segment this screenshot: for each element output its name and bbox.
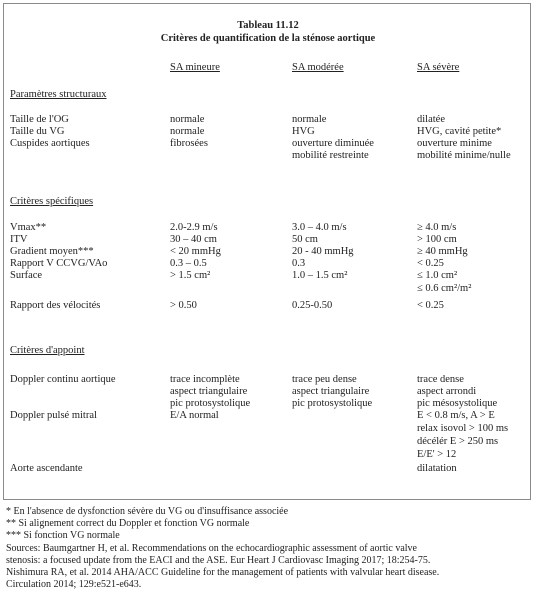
cell-moderate: trace peu dense [292, 374, 357, 385]
cell-mild: normale [170, 126, 205, 137]
cell-moderate: 1.0 – 1.5 cm² [292, 270, 348, 281]
cell-mild: aspect triangulaire [170, 386, 248, 397]
cell-severe: > 100 cm [417, 234, 457, 245]
section-heading-specific: Critères spécifiques [10, 196, 94, 207]
cell-severe: ≤ 1.0 cm² [417, 270, 458, 281]
cell-severe: HVG, cavité petite* [417, 126, 502, 137]
cell-severe: E/E' > 12 [417, 449, 457, 460]
row-label: Rapport des vélocités [10, 300, 101, 311]
cell-severe: ouverture minime [417, 138, 492, 149]
row-label: Doppler continu aortique [10, 374, 116, 385]
cell-mild: pic protosystolique [170, 398, 251, 409]
row-label: Taille du VG [10, 126, 65, 137]
cell-moderate: 0.3 [292, 258, 306, 269]
row-label: Vmax** [10, 222, 47, 233]
row-label: Aorte ascendante [10, 463, 83, 474]
cell-mild: < 20 mmHg [170, 246, 221, 257]
cell-moderate: aspect triangulaire [292, 386, 370, 397]
source-line: stenosis: a focused update from the EACI and the ASE. Eur Heart J Cardiovasc Imaging 2017; 18:254-75. [6, 555, 431, 566]
cell-severe: trace dense [417, 374, 464, 385]
col-header-severe: SA sévère [417, 62, 460, 73]
cell-mild: E/A normal [170, 410, 219, 421]
cell-moderate: mobilité restreinte [292, 150, 369, 161]
col-header-moderate: SA modérée [292, 62, 344, 73]
row-label: Surface [10, 270, 43, 281]
cell-moderate: pic protosystolique [292, 398, 373, 409]
cell-severe: < 0.25 [417, 258, 444, 269]
cell-mild: 30 – 40 cm [170, 234, 217, 245]
section-heading-support: Critères d'appoint [10, 345, 85, 356]
source-line: Circulation 2014; 129:e521-e643. [6, 579, 142, 590]
section-heading-structural: Paramètres structuraux [10, 89, 107, 100]
row-label: Taille de l'OG [10, 114, 69, 125]
table-title: Tableau 11.12 [237, 20, 299, 31]
footnote: ** Si alignement correct du Doppler et fonction VG normale [6, 518, 250, 529]
table-subtitle: Critères de quantification de la sténose aortique [160, 33, 376, 44]
row-label: ITV [10, 234, 28, 245]
col-header-mild: SA mineure [170, 62, 220, 73]
cell-mild: 0.3 – 0.5 [170, 258, 207, 269]
cell-moderate: 50 cm [292, 234, 318, 245]
cell-severe: aspect arrondi [417, 386, 477, 397]
cell-mild: 2.0-2.9 m/s [170, 222, 218, 233]
cell-moderate: normale [292, 114, 327, 125]
cell-mild: > 1.5 cm² [170, 270, 211, 281]
source-line: Nishimura RA, et al. 2014 AHA/ACC Guideline for the management of patients with valvular heart disease. [6, 567, 440, 578]
footnote: *** Si fonction VG normale [6, 530, 120, 541]
cell-moderate: 3.0 – 4.0 m/s [292, 222, 347, 233]
row-label: Rapport V CCVG/VAo [10, 258, 108, 269]
footnote: * En l'absence de dysfonction sévère du VG ou d'insuffisance associée [6, 506, 289, 517]
source-line: Sources: Baumgartner H, et al. Recommendations on the echocardiographic assessment of aortic valve [6, 543, 417, 554]
cell-mild: trace incomplète [170, 374, 240, 385]
cell-moderate: HVG [292, 126, 315, 137]
cell-severe: E < 0.8 m/s, A > E [417, 410, 495, 421]
cell-mild: normale [170, 114, 205, 125]
row-label: Cuspides aortiques [10, 138, 90, 149]
cell-severe: relax isovol > 100 ms [417, 423, 509, 434]
cell-moderate: 20 - 40 mmHg [292, 246, 354, 257]
cell-severe: ≥ 40 mmHg [417, 246, 468, 257]
cell-severe: < 0.25 [417, 300, 444, 311]
cell-severe: décélér E > 250 ms [417, 436, 499, 447]
cell-severe: ≤ 0.6 cm²/m² [417, 283, 472, 294]
cell-mild: fibrosées [170, 138, 208, 149]
cell-severe: pic mésosystolique [417, 398, 498, 409]
row-label: Doppler pulsé mitral [10, 410, 97, 421]
cell-moderate: 0.25-0.50 [292, 300, 333, 311]
cell-severe: dilatation [417, 463, 457, 474]
cell-severe: ≥ 4.0 m/s [417, 222, 457, 233]
row-label: Gradient moyen*** [10, 246, 94, 257]
cell-severe: mobilité minime/nulle [417, 150, 511, 161]
cell-moderate: ouverture diminuée [292, 138, 374, 149]
cell-mild: > 0.50 [170, 300, 197, 311]
cell-severe: dilatée [417, 114, 445, 125]
